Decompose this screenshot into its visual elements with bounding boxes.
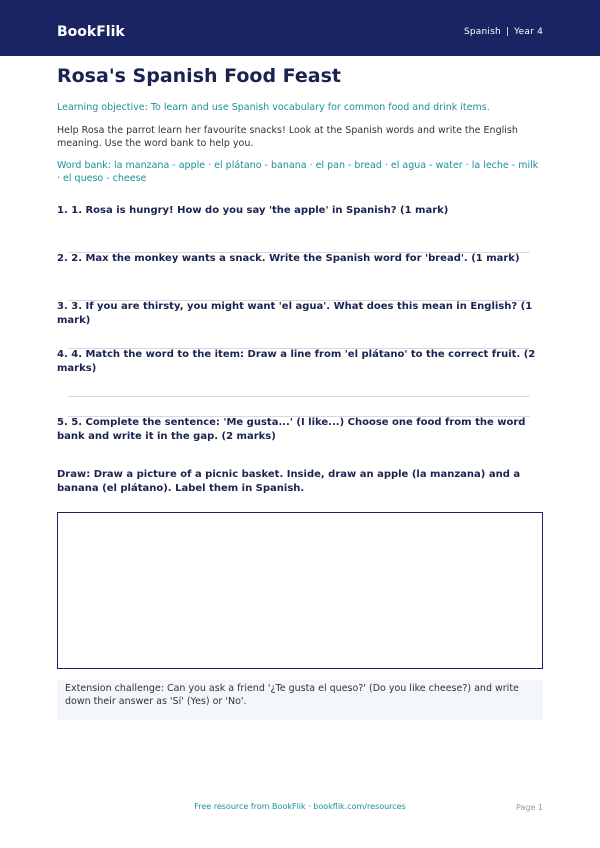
question-1: 1. 1. Rosa is hungry! How do you say 'the apple' in Spanish? (1 mark) (57, 205, 449, 216)
intro-text: Help Rosa the parrot learn her favourite snacks! Look at the Spanish words and write the English meaning. Use the word bank to help you. (57, 125, 518, 149)
meta-separator: | (505, 27, 510, 37)
footer-link[interactable]: Free resource from BookFlik · bookflik.com/resources (194, 802, 406, 811)
page-title: Rosa's Spanish Food Feast (57, 65, 341, 87)
answer-line-4a[interactable] (68, 396, 530, 397)
subject-year (464, 27, 543, 37)
question-2: 2. 2. Max the monkey wants a snack. Write the Spanish word for 'bread'. (1 mark) (57, 253, 520, 264)
question-3: 3. 3. If you are thirsty, you might want 'el agua'. What does this mean in English? (1 mark) (57, 301, 533, 326)
draw-prompt: Draw: Draw a picture of a picnic basket. Inside, draw an apple (la manzana) and a banana (el plátano). Label them in Spanish. (57, 469, 521, 494)
subject-label: Spanish (463, 27, 501, 37)
question-5: 5. 5. Complete the sentence: 'Me gusta...' (I like...) Choose one food from the word bank and write it in the gap. (2 marks) (57, 417, 526, 442)
question-4: 4. 4. Match the word to the item: Draw a line from 'el plátano' to the correct fruit. (2 marks) (57, 349, 536, 374)
extension-challenge: Extension challenge: Can you ask a friend '¿Te gusta el queso?' (Do you like cheese?) and write down their answer as 'Sí' (Yes) or 'No'. (57, 680, 543, 720)
learning-objective: Learning objective: To learn and use Spanish vocabulary for common food and drink items. (57, 102, 490, 113)
year-label: Year 4 (514, 27, 543, 37)
brand-logo[interactable]: BookFlik (57, 24, 125, 40)
page-number: Page 1 (516, 803, 543, 812)
word-bank: Word bank: la manzana - apple · el plátano - banana · el pan - bread · el agua - water · la leche - milk · el queso - cheese (57, 160, 539, 184)
drawing-area[interactable] (57, 512, 543, 669)
header-bar (0, 0, 600, 56)
